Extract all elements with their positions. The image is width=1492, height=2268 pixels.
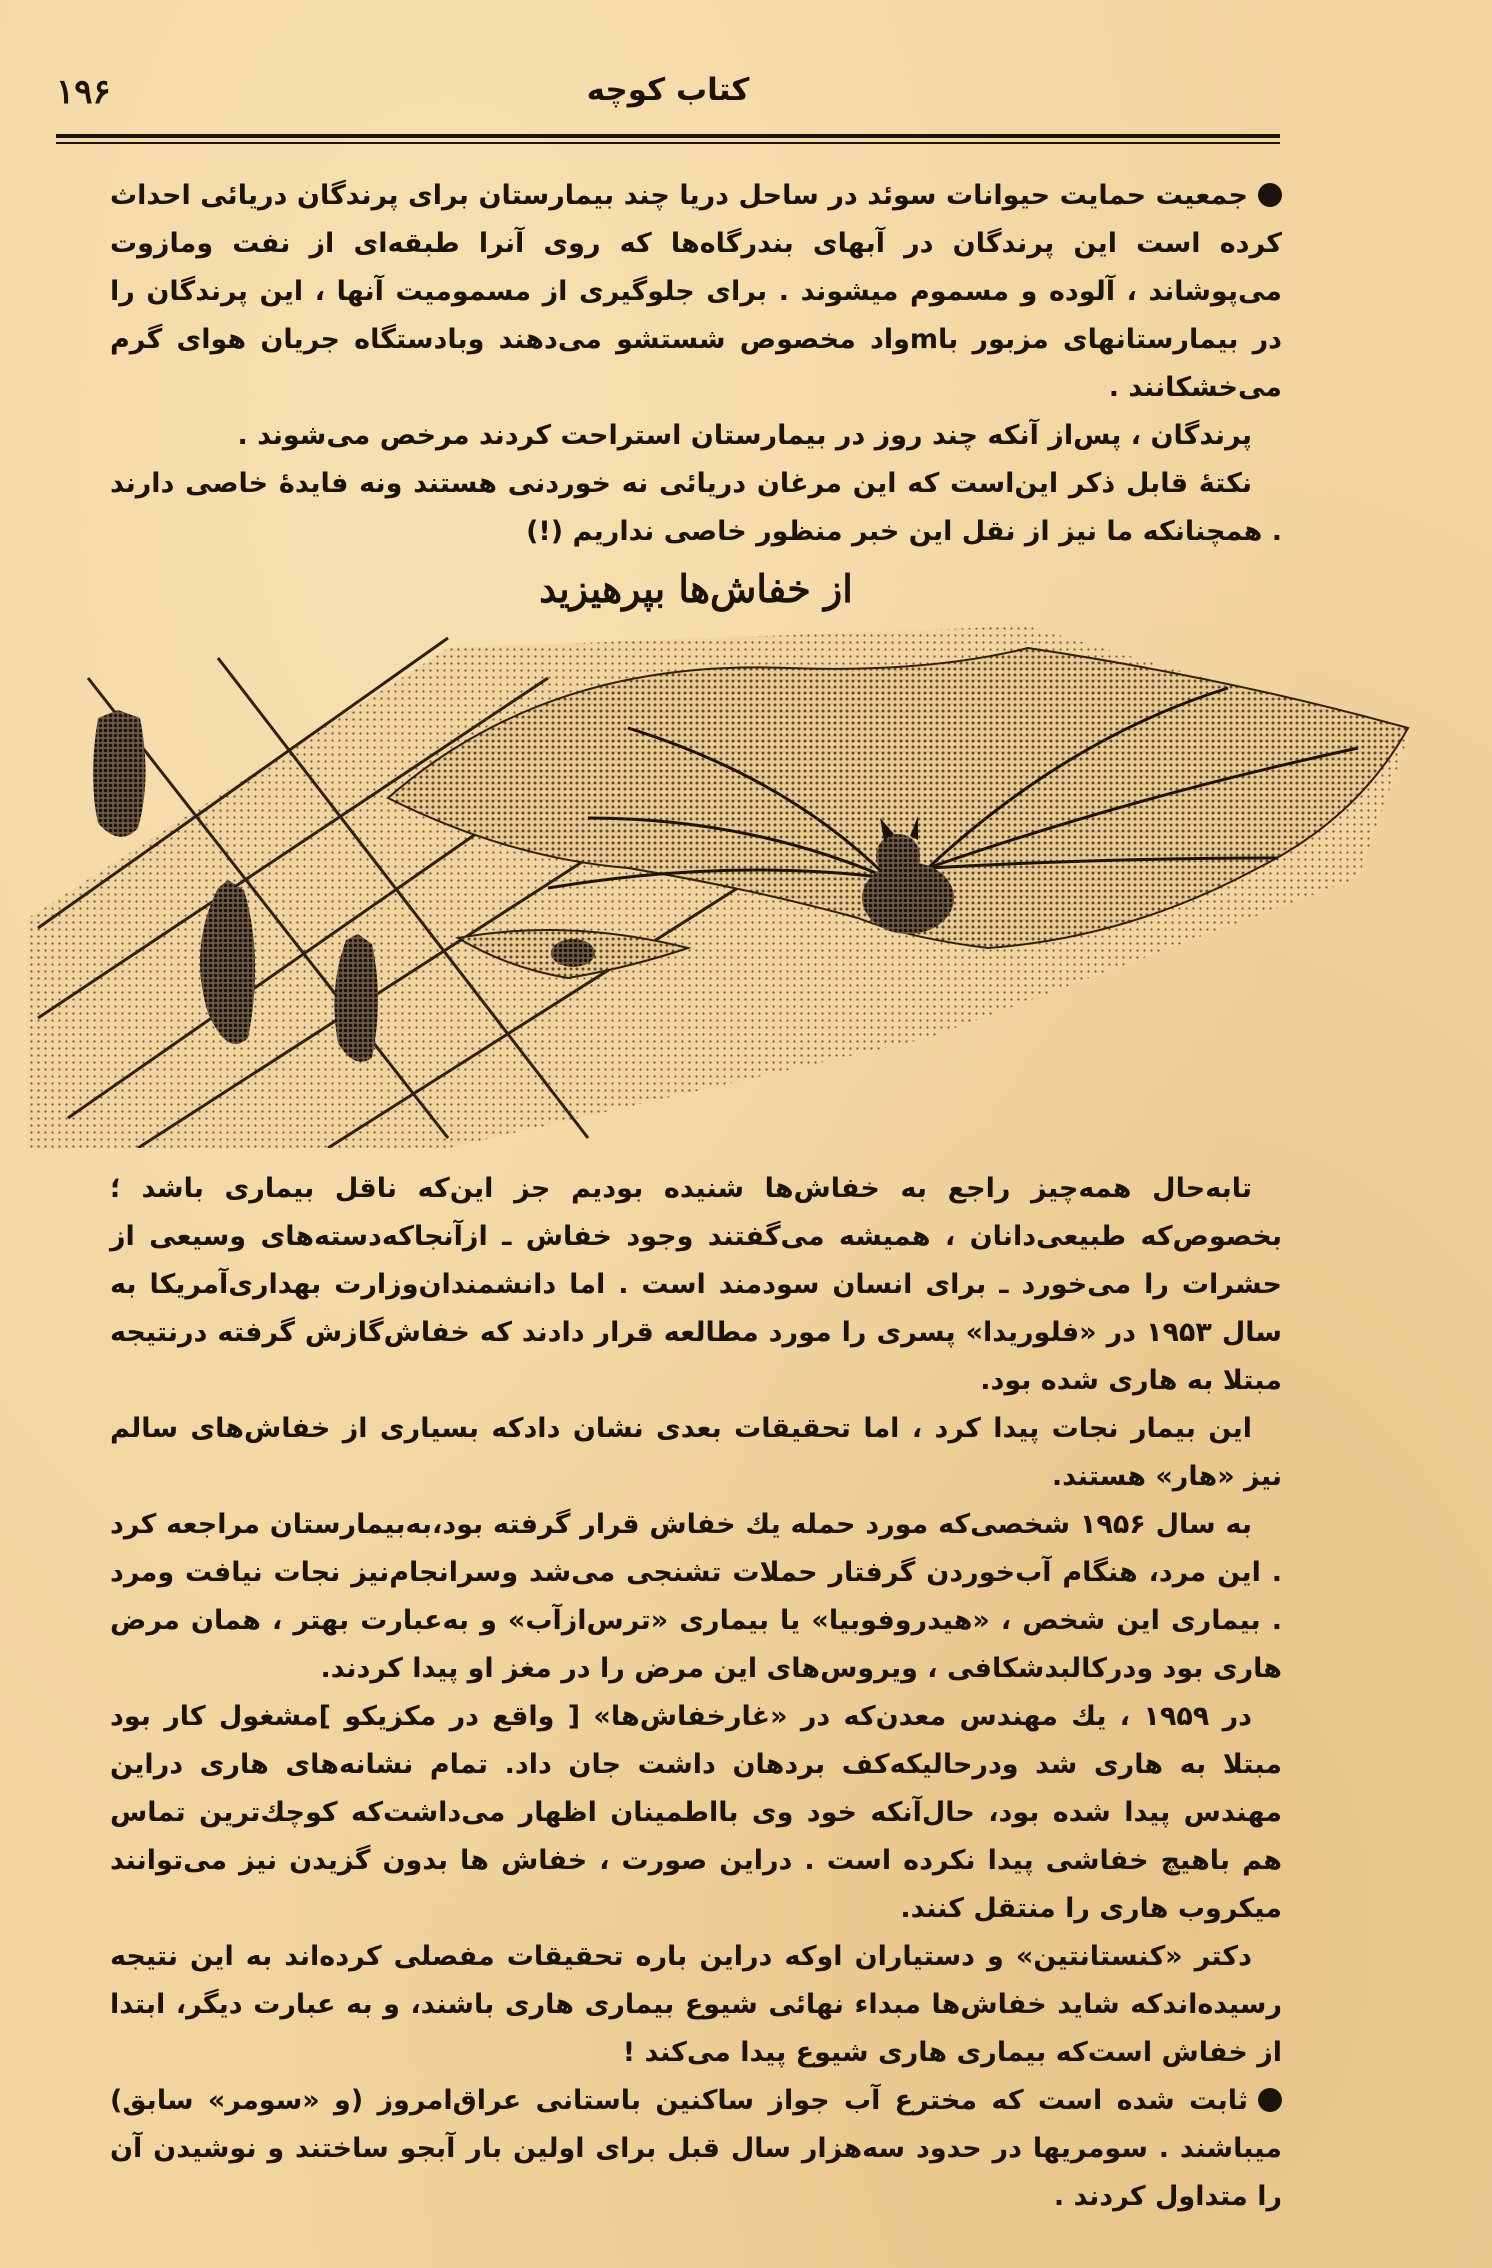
section-title: از خفاش‌ها بپرهیزید (539, 566, 853, 611)
header-rule-thin (56, 142, 1280, 144)
paragraph: نکتهٔ قابل ذکر این‌است که این مرغان دریائی نه خوردنی هستند ونه فایدهٔ خاصی دارند . همچنانکه ما نیز از نقل این خبر منظور خاصی نداریم (!) (110, 468, 1282, 547)
running-title: کتاب کوچه (586, 72, 750, 108)
bullet-dot-icon (1258, 183, 1282, 207)
header-rule (56, 134, 1280, 138)
paragraph (110, 172, 1282, 412)
page-number: ۱۹۶ (56, 72, 111, 112)
paragraph: این بیمار نجات پیدا کرد ، اما تحقیقات بعدی نشان دادکه بسیاری از خفاش‌های سالم نیز «هار» هستند. (110, 1413, 1282, 1492)
news-item-birds (110, 172, 1282, 556)
bats-illustration (28, 618, 1428, 1148)
paragraph: تابه‌حال همه‌چیز راجع به خفاش‌ها شنیده بودیم جز این‌که ناقل بیماری باشد ؛ بخصوص‌که طبیعی‌دانان ، همیشه می‌گفتند وجود خفاش ـ ازآنجاکه‌دسته‌های وسیعی از حشرات را می‌خورد ـ برای انسان سودمند است . اما دانشمندان‌وزارت بهداری‌آمریکا به سال ۱۹۵۳ در «فلوریدا» پسری را مورد مطالعه قرار دادند که خفاش‌گازش گرفته درنتیجه مبتلا به هاری شده بود. (110, 1173, 1282, 1396)
paragraph: در ۱۹۵۹ ، یك مهندس معدن‌که در «غارخفاش‌ها» [ واقع در مکزیکو ]مشغول کار بود مبتلا به هاری شد ودرحالیکه‌کف بردهان داشت جان داد. تمام نشانه‌های هاری دراین مهندس پیدا شده بود، حال‌آنکه خود وی بااطمینان اظهار می‌داشت‌که کوچك‌ترین تماس هم باهیچ خفاشی پیدا نکرده است . دراین صورت ، خفاش ها بدون گزیدن نیز می‌توانند میکروب هاری را منتقل کنند. (110, 1701, 1282, 1924)
paragraph: پرندگان ، پس‌از آنکه چند روز در بیمارستان استراحت کردند مرخص می‌شوند . (237, 420, 1252, 451)
page-header (56, 66, 1280, 136)
bats-image (28, 618, 1428, 1148)
paragraph (110, 2077, 1282, 2221)
paragraph-text: جمعیت حمایت حیوانات سوئد در ساحل دریا چند بیمارستان برای پرندگان دریائی احداث کرده است این پرندگان در آبهای بندرگاه‌ها که روی آنرا طبقه‌ای از نفت ومازوت می‌پوشاند ، آلوده و مسموم میشوند . برای جلوگیری از مسمومیت آنها ، این پرندگان را در بیمارستانهای مزبور باmواد مخصوص شستشو می‌دهند وبادستگاه جریان هوای گرم می‌خشکانند . (110, 180, 1282, 403)
article-bats (110, 1165, 1282, 2221)
paragraph: به سال ۱۹۵۶ شخصی‌که مورد حمله یك خفاش قرار گرفته بود،به‌بیمارستان مراجعه کرد . این مرد، هنگام آب‌خوردن گرفتار حملات تشنجی می‌شد وسرانجام‌نیز نجات نیافت ومرد . بیماری این شخص ، «هیدروفوبیا» یا بیماری «ترس‌ازآب» و به‌عبارت بهتر ، همان مرض هاری بود ودرکالبدشکافی ، ویروس‌های این مرض را در مغز او پیدا کردند. (110, 1509, 1282, 1684)
paragraph: دکتر «کنستانتین» و دستیاران اوکه دراین باره تحقیقات مفصلی کرده‌اند به این نتیجه رسیده‌اندکه شاید خفاش‌ها مبداء نهائی شیوع بیماری هاری باشند، و به عبارت دیگر، ابتدا از خفاش است‌که بیماری هاری شیوع پیدا می‌کند ! (110, 1941, 1282, 2068)
bullet-dot-icon (1258, 2088, 1282, 2112)
paragraph-text: ثابت شده است که مخترع آب جواز ساکنین باستانی عراق‌امروز (و «سومر» سابق) میباشند . سومریها در حدود سه‌هزار سال قبل برای اولین بار آبجو ساختند و نوشیدن آن را متداول کردند . (110, 2085, 1282, 2212)
